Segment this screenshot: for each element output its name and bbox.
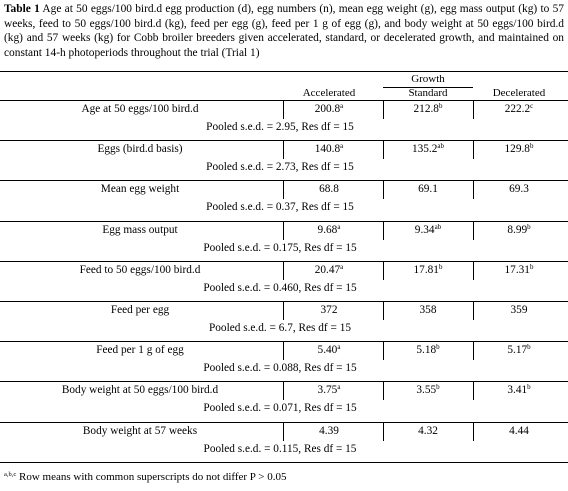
cell-superscript: b	[529, 262, 534, 271]
row-label: Age at 50 eggs/100 bird.d	[81, 103, 199, 115]
cell-number: 3.41	[507, 384, 528, 397]
cell-number: 9.68	[317, 223, 338, 236]
row-label: Feed per 1 g of egg	[96, 344, 184, 357]
cell-superscript: ab	[437, 142, 445, 151]
table-label: Table 1	[4, 3, 40, 15]
row-label: Mean egg weight	[100, 183, 180, 196]
cell-superscript: a	[337, 222, 341, 231]
cell-superscript: a	[337, 383, 341, 392]
cell-value	[275, 183, 383, 195]
cell-number: 17.81	[413, 263, 439, 276]
cell-superscript: b	[527, 343, 531, 352]
cell-number: 9.34	[414, 223, 435, 236]
cell-value	[275, 304, 383, 316]
footnote-text: Row means with common superscripts do not differ P > 0.05	[16, 471, 287, 483]
cell-number: 5.17	[507, 344, 528, 357]
column-divider	[383, 341, 384, 360]
column-divider	[383, 261, 384, 280]
row-rule	[0, 341, 568, 342]
cell-number: 140.8	[314, 143, 341, 156]
cell-number: 200.8	[314, 103, 341, 115]
cell-value	[383, 103, 473, 115]
header-decelerated: Decelerated	[492, 87, 546, 99]
row-rule	[0, 381, 568, 382]
column-divider	[473, 422, 474, 441]
column-divider	[283, 180, 284, 199]
cell-number: 372	[320, 304, 338, 316]
cell-number: 5.18	[416, 344, 437, 357]
column-divider	[283, 422, 284, 441]
column-divider	[283, 301, 284, 320]
cell-value	[473, 224, 565, 236]
pooled-stats: Pooled s.e.d. = 0.175, Res df = 15	[203, 241, 357, 254]
row-rule	[0, 301, 568, 302]
cell-number: 20.47	[314, 263, 341, 276]
column-divider	[383, 381, 384, 400]
cell-value	[275, 344, 383, 356]
footnote	[4, 471, 286, 483]
pooled-stats: Pooled s.e.d. = 0.37, Res df = 15	[206, 201, 354, 214]
cell-value	[275, 224, 383, 236]
cell-number: 359	[510, 304, 528, 316]
cell-value	[383, 224, 473, 236]
row-rule	[0, 180, 568, 181]
cell-superscript: a	[340, 102, 344, 110]
cell-value	[275, 425, 383, 437]
column-divider	[283, 221, 284, 240]
cell-value	[473, 384, 565, 396]
pooled-stats: Pooled s.e.d. = 6.7, Res df = 15	[208, 322, 352, 334]
pooled-stats: Pooled s.e.d. = 0.460, Res df = 15	[203, 281, 357, 294]
cell-value	[383, 143, 473, 155]
cell-superscript: b	[527, 222, 531, 231]
footnote-sup: a,b,c	[4, 471, 17, 478]
cell-superscript: a	[337, 343, 341, 352]
column-divider	[383, 301, 384, 320]
cell-value	[473, 183, 565, 195]
row-rule	[0, 100, 568, 101]
cell-value	[275, 143, 383, 155]
column-divider	[473, 381, 474, 400]
cell-value	[473, 304, 565, 316]
cell-number: 4.32	[418, 424, 438, 437]
cell-superscript: b	[438, 102, 443, 110]
cell-number: 8.99	[507, 223, 528, 236]
cell-number: 3.55	[416, 384, 437, 397]
pooled-stats: Pooled s.e.d. = 0.071, Res df = 15	[203, 402, 357, 415]
row-label: Egg mass output	[102, 223, 178, 236]
bottom-rule	[0, 462, 568, 463]
cell-superscript: c	[530, 102, 534, 110]
cell-value	[275, 264, 383, 276]
cell-number: 212.8	[413, 103, 439, 115]
top-rule	[0, 71, 568, 72]
cell-value	[383, 425, 473, 437]
pooled-stats: Pooled s.e.d. = 0.115, Res df = 15	[203, 442, 357, 455]
column-divider	[383, 422, 384, 441]
cell-number: 358	[419, 304, 437, 316]
cell-superscript: ab	[434, 222, 442, 231]
column-divider	[383, 100, 384, 119]
column-divider	[473, 261, 474, 280]
caption-text: Age at 50 eggs/100 bird.d egg production (d), egg numbers (n), mean egg weight (g), egg mass output (kg) to 57 weeks, feed to 50 eggs/100 bird.d (kg), feed per egg (g), feed per 1 g of egg (g), and body weight at 50 eggs/100 bird.d (kg) and 57 weeks (kg) for Cobb broiler breeders given accelerated, standard, or decelerated growth, and maintained on constant 14-h photoperiods throughout the trial (Trial 1)	[4, 3, 564, 59]
header-accelerated: Accelerated	[302, 87, 356, 99]
cell-superscript: a	[340, 142, 344, 151]
cell-value	[473, 264, 565, 276]
column-divider	[283, 261, 284, 280]
cell-number: 4.44	[509, 424, 529, 437]
cell-value	[473, 143, 565, 155]
table-caption	[4, 2, 564, 60]
column-divider	[283, 100, 284, 119]
row-rule	[0, 221, 568, 222]
column-divider	[383, 140, 384, 159]
column-divider	[383, 221, 384, 240]
column-divider	[283, 140, 284, 159]
column-divider	[473, 100, 474, 119]
row-rule	[0, 140, 568, 141]
cell-value	[383, 344, 473, 356]
cell-value	[473, 425, 565, 437]
cell-number: 3.75	[317, 384, 338, 397]
cell-value	[473, 103, 565, 115]
column-divider	[383, 180, 384, 199]
column-divider	[473, 301, 474, 320]
column-divider	[473, 140, 474, 159]
cell-superscript: b	[436, 343, 440, 352]
cell-superscript: b	[438, 262, 443, 271]
cell-value	[383, 264, 473, 276]
pooled-stats: Pooled s.e.d. = 2.73, Res df = 15	[206, 161, 354, 174]
cell-number: 17.31	[504, 263, 530, 276]
cell-superscript: b	[436, 383, 440, 392]
row-label: Body weight at 57 weeks	[82, 424, 198, 437]
cell-number: 68.8	[319, 183, 339, 196]
column-divider	[473, 180, 474, 199]
column-divider	[283, 341, 284, 360]
column-divider	[473, 341, 474, 360]
column-divider	[283, 381, 284, 400]
column-divider	[473, 221, 474, 240]
header-group: Growth	[411, 73, 445, 85]
row-label: Body weight at 50 eggs/100 bird.d	[61, 384, 219, 397]
cell-number: 69.3	[509, 183, 529, 196]
row-rule	[0, 261, 568, 262]
cell-number: 4.39	[319, 424, 339, 437]
cell-value	[275, 103, 383, 115]
row-label: Feed per egg	[110, 304, 170, 316]
cell-value	[473, 344, 565, 356]
cell-number: 5.40	[317, 344, 338, 357]
cell-number: 69.1	[418, 183, 438, 196]
row-rule	[0, 422, 568, 423]
cell-value	[275, 384, 383, 396]
row-label: Feed to 50 eggs/100 bird.d	[79, 263, 201, 276]
cell-value	[383, 304, 473, 316]
cell-superscript: b	[529, 142, 534, 151]
cell-number: 222.2	[504, 103, 531, 115]
header-standard: Standard	[408, 87, 448, 99]
cell-number: 135.2	[411, 143, 438, 156]
cell-value	[383, 384, 473, 396]
pooled-stats: Pooled s.e.d. = 2.95, Res df = 15	[206, 121, 354, 133]
row-label: Eggs (bird.d basis)	[97, 143, 183, 156]
cell-number: 129.8	[504, 143, 530, 156]
pooled-stats: Pooled s.e.d. = 0.088, Res df = 15	[203, 362, 357, 375]
cell-value	[383, 183, 473, 195]
cell-superscript: b	[527, 383, 531, 392]
cell-superscript: a	[340, 262, 344, 271]
